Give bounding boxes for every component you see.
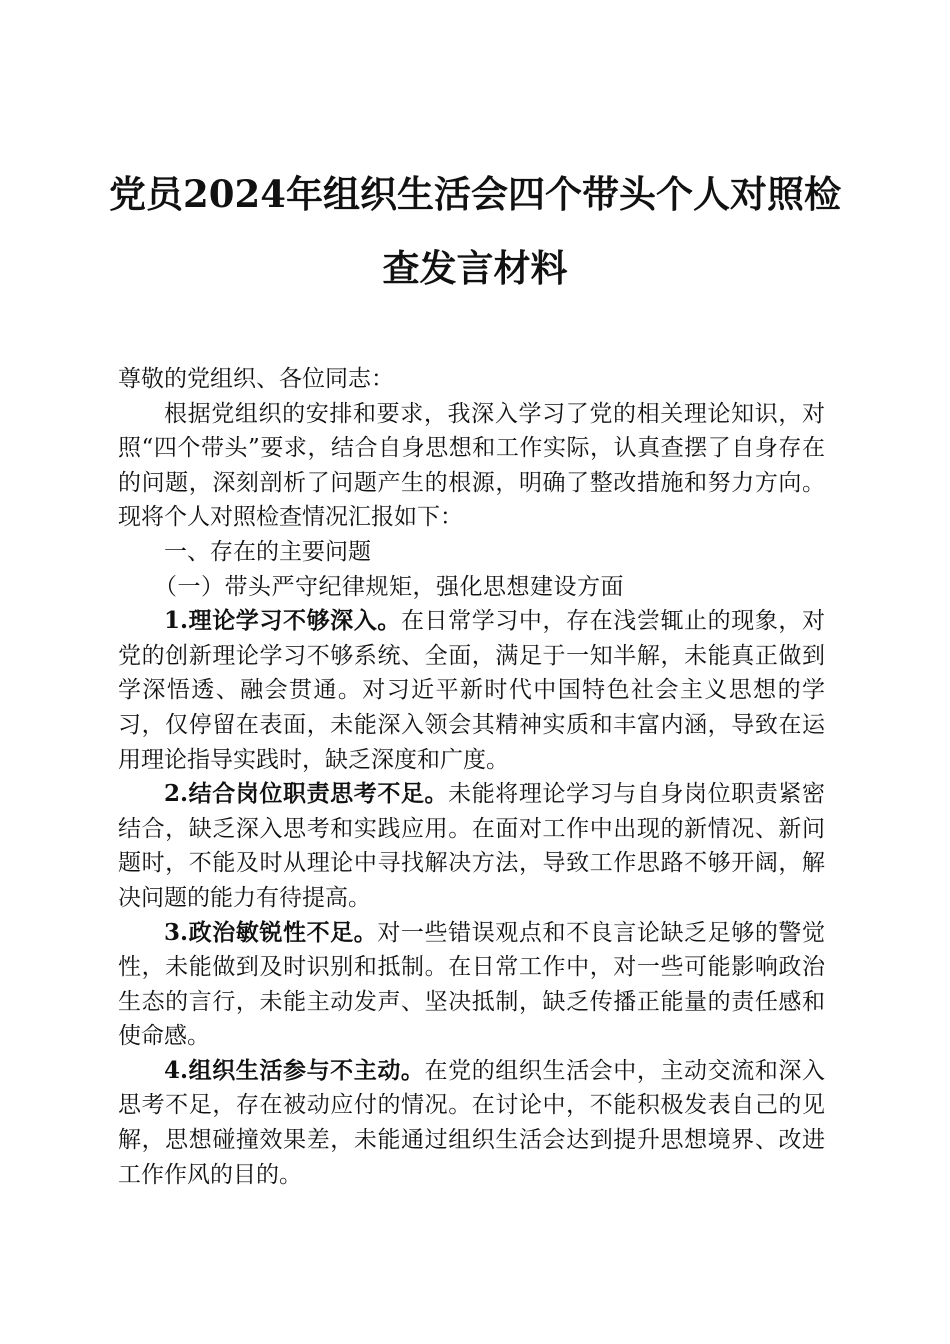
subsection-heading: （一）带头严守纪律规矩，强化思想建设方面 xyxy=(154,573,624,600)
problem-item-3 xyxy=(118,916,825,1054)
document-body xyxy=(118,362,825,1192)
problem-item-3-text: 对一些错误观点和不良言论缺乏足够的警觉性，未能做到及时识别和抵制。在日常工作中，对一些可能影响政治生态的言行，未能主动发声、坚决抵制，缺乏传播正能量的责任感和使命感。 xyxy=(118,919,826,1050)
problem-item-2 xyxy=(118,777,825,915)
intro-paragraph: 根据党组织的安排和要求，我深入学习了党的相关理论知识，对照“四个带头”要求，结合自身思想和工作实际，认真查摆了自身存在的问题，深刻剖析了问题产生的根源，明确了整改措施和努力方向。现将个人对照检查情况汇报如下： xyxy=(118,400,825,531)
problem-item-4-text: 在党的组织生活会中，主动交流和深入思考不足，存在被动应付的情况。在讨论中，不能积极发表自己的见解，思想碰撞效果差，未能通过组织生活会达到提升思想境界、改进工作作风的目的。 xyxy=(118,1057,826,1188)
section-heading: 一、存在的主要问题 xyxy=(164,538,371,565)
salutation: 尊敬的党组织、各位同志： xyxy=(118,366,394,392)
problem-item-4 xyxy=(118,1054,825,1192)
problem-item-2-text: 未能将理论学习与自身岗位职责紧密结合，缺乏深入思考和实践应用。在面对工作中出现的新情况、新问题时，不能及时从理论中寻找解决方法，导致工作思路不够开阔，解决问题的能力有待提高。 xyxy=(118,781,826,911)
problem-item-4-lead: 4.组织生活参与不主动。 xyxy=(164,1056,425,1084)
problem-item-3-lead: 3.政治敏锐性不足。 xyxy=(164,918,378,946)
problem-item-1 xyxy=(118,604,825,777)
problem-item-1-lead: 1.理论学习不够深入。 xyxy=(164,607,401,635)
document-title-line-1: 党员2024年组织生活会四个带头个人对照检 xyxy=(109,172,841,216)
problem-item-2-lead: 2.结合岗位职责思考不足。 xyxy=(164,780,449,808)
problem-item-1-text: 在日常学习中，存在浅尝辄止的现象，对党的创新理论学习不够系统、全面，满足于一知半解，未能真正做到学深悟透、融会贯通。对习近平新时代中国特色社会主义思想的学习，仅停留在表面，未能深入领会其精神实质和丰富内涵，导致在运用理论指导实践时，缺乏深度和广度。 xyxy=(118,608,826,773)
document-title-line-2: 查发言材料 xyxy=(382,246,568,290)
